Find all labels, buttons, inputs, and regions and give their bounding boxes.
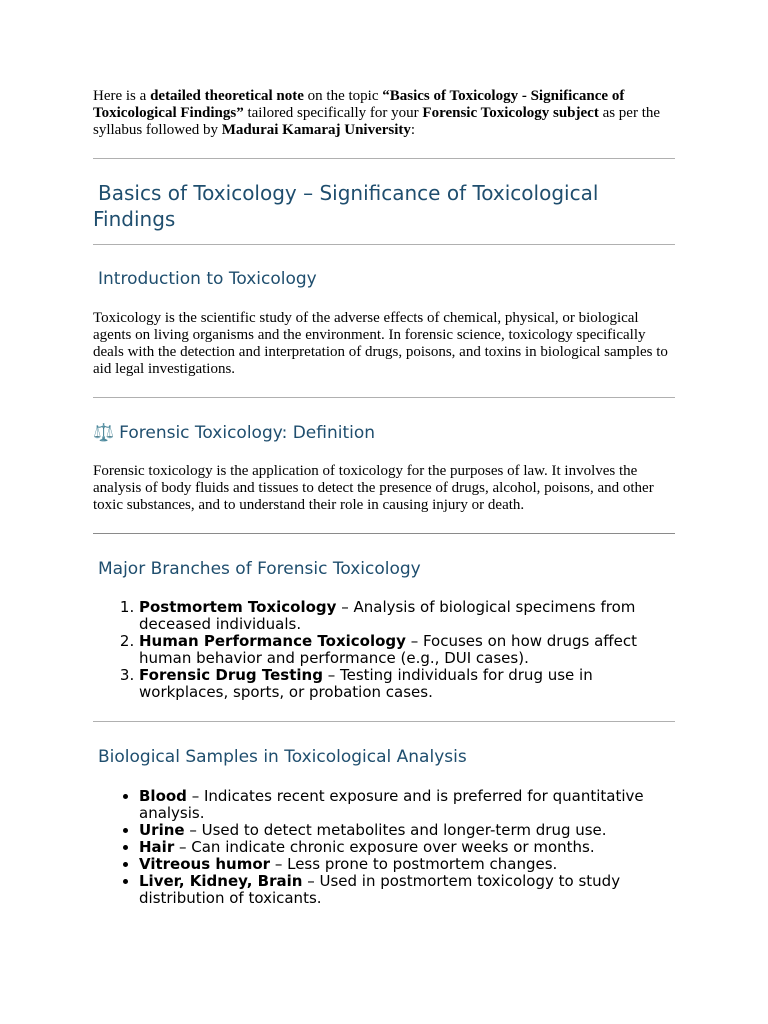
list-item: [139, 856, 675, 873]
branch-term: Forensic Drug Testing: [139, 666, 323, 684]
branches-heading-text: Major Branches of Forensic Toxicology: [98, 559, 421, 579]
branch-term: Postmortem Toxicology: [139, 598, 337, 616]
intro-text-1: Here is a: [93, 88, 151, 104]
page-title-text: Basics of Toxicology – Significance of Toxicological Findings: [93, 181, 599, 231]
intro-bold-1: detailed theoretical note: [150, 88, 304, 104]
list-item: [139, 788, 675, 822]
definition-heading-text: Forensic Toxicology: Definition: [119, 423, 376, 443]
intro-text-3: tailored specifically for your: [243, 105, 423, 121]
intro-text-5: :: [410, 122, 416, 138]
introduction-heading-text: Introduction to Toxicology: [98, 269, 317, 289]
heading-introduction: [93, 268, 675, 290]
sample-term: Liver, Kidney, Brain: [139, 872, 303, 890]
divider: [93, 397, 675, 398]
samples-list: [93, 788, 675, 907]
intro-text-4: as per the syllabus followed by: [93, 105, 661, 138]
list-item: [139, 822, 675, 839]
sample-desc: – Used in postmortem toxicology to study distribution of toxicants.: [139, 872, 621, 907]
branch-desc: – Focuses on how drugs affect human behavior and performance (e.g., DUI cases).: [139, 632, 637, 667]
branch-desc: – Analysis of biological specimens from deceased individuals.: [139, 598, 636, 633]
intro-text-2: on the topic: [303, 88, 383, 104]
sample-term: Urine: [139, 821, 185, 839]
intro-bold-subject: Forensic Toxicology subject: [422, 105, 599, 121]
list-item: [139, 873, 675, 907]
definition-paragraph: Forensic toxicology is the application of toxicology for the purposes of law. It involves the analysis of body fluids and tissues to detect the presence of drugs, alcohol, poisons, and other toxic substances, and to understand their role in causing injury or death.: [93, 463, 654, 513]
branch-term: Human Performance Toxicology: [139, 632, 406, 650]
branch-desc: – Testing individuals for drug use in workplaces, sports, or probation cases.: [139, 666, 593, 701]
samples-heading-text: Biological Samples in Toxicological Analysis: [98, 747, 467, 767]
page-title: [93, 180, 675, 232]
sample-desc: – Less prone to postmortem changes.: [270, 855, 558, 873]
intro-bold-university: Madurai Kamaraj University: [221, 122, 411, 138]
intro-paragraph: [93, 88, 675, 139]
divider: [93, 721, 675, 722]
sample-desc: – Used to detect metabolites and longer-term drug use.: [184, 821, 607, 839]
heading-samples: [93, 746, 675, 768]
heading-branches: [93, 558, 675, 580]
sample-desc: – Can indicate chronic exposure over weeks or months.: [174, 838, 595, 856]
sample-term: Vitreous humor: [139, 855, 271, 873]
sample-term: Hair: [139, 838, 175, 856]
sample-desc: – Indicates recent exposure and is preferred for quantitative analysis.: [139, 787, 644, 822]
list-item: [139, 599, 675, 633]
divider: [93, 158, 675, 159]
list-item: [139, 667, 675, 701]
intro-bold-topic: “Basics of Toxicology - Significance of Toxicological Findings”: [93, 88, 625, 121]
introduction-paragraph: Toxicology is the scientific study of the adverse effects of chemical, physical, or biological agents on living organisms and the environment. In forensic science, toxicology specifically deals with the detection and interpretation of drugs, poisons, and toxins in biological samples to aid legal investigations.: [93, 310, 668, 377]
sample-term: Blood: [139, 787, 187, 805]
divider: [93, 533, 675, 534]
branches-list: [93, 599, 675, 701]
list-item: [139, 633, 675, 667]
list-item: [139, 839, 675, 856]
heading-definition: [93, 422, 675, 444]
divider: [93, 244, 675, 245]
scales-icon: ⚖️: [93, 423, 115, 443]
